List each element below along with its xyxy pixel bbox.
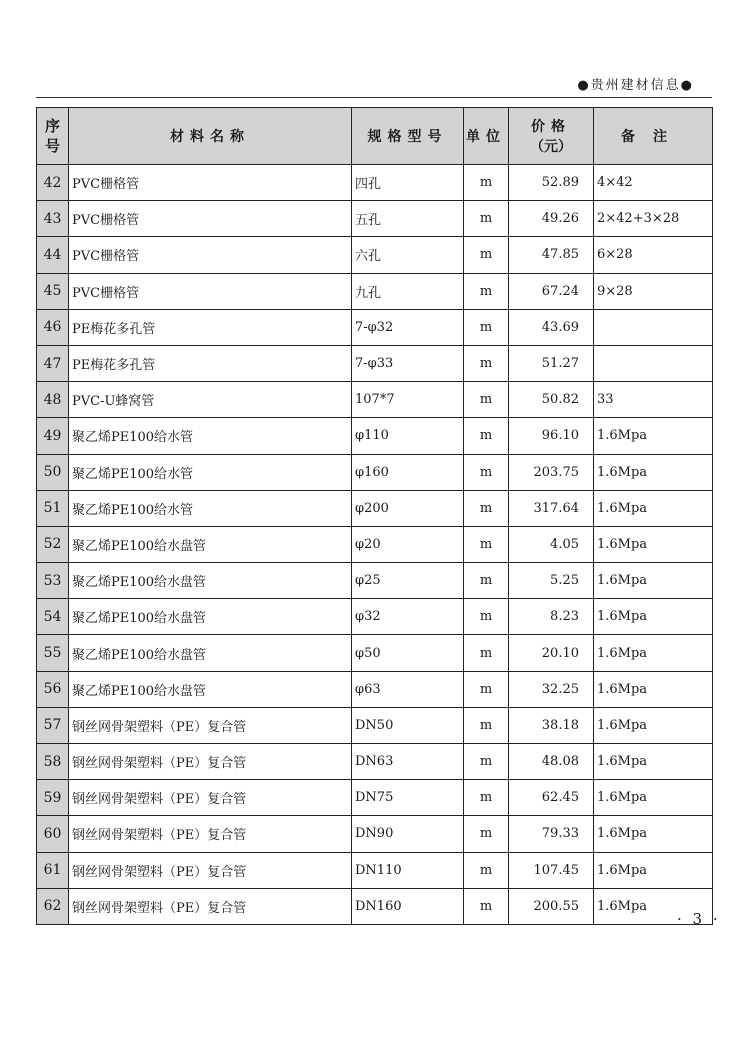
price-cell: 79.33 (509, 816, 594, 852)
row-index-cell: 55 (37, 635, 69, 671)
material-name-cell: 聚乙烯PE100给水盘管 (69, 635, 352, 671)
spec-model-cell: DN50 (352, 707, 464, 743)
material-name-cell: 聚乙烯PE100给水盘管 (69, 671, 352, 707)
unit-cell: m (464, 852, 509, 888)
note-cell: 4×42 (594, 165, 713, 201)
note-cell (594, 345, 713, 381)
material-name-cell: PE梅花多孔管 (69, 309, 352, 345)
spec-model-cell: φ160 (352, 454, 464, 490)
price-cell: 50.82 (509, 382, 594, 418)
row-index-cell: 42 (37, 165, 69, 201)
spec-model-cell: DN75 (352, 780, 464, 816)
table-header-row (37, 108, 713, 165)
row-index-cell: 47 (37, 345, 69, 381)
material-name-cell: 钢丝网骨架塑料（PE）复合管 (69, 816, 352, 852)
unit-cell: m (464, 780, 509, 816)
table-row (37, 345, 713, 381)
unit-cell: m (464, 345, 509, 381)
unit-cell: m (464, 309, 509, 345)
note-cell: 6×28 (594, 237, 713, 273)
price-cell: 32.25 (509, 671, 594, 707)
price-cell: 96.10 (509, 418, 594, 454)
material-name-cell: 聚乙烯PE100给水盘管 (69, 526, 352, 562)
table-row (37, 309, 713, 345)
table-row (37, 490, 713, 526)
row-index-cell: 46 (37, 309, 69, 345)
material-name-cell: PVC栅格管 (69, 237, 352, 273)
price-cell: 8.23 (509, 599, 594, 635)
spec-model-cell: 7-φ32 (352, 309, 464, 345)
price-table (36, 107, 713, 925)
price-cell: 203.75 (509, 454, 594, 490)
note-cell: 1.6Mpa (594, 671, 713, 707)
price-cell: 107.45 (509, 852, 594, 888)
note-cell: 1.6Mpa (594, 707, 713, 743)
spec-model-cell: DN160 (352, 888, 464, 924)
table-row (37, 418, 713, 454)
spec-model-cell: DN110 (352, 852, 464, 888)
note-cell: 1.6Mpa (594, 526, 713, 562)
table-row (37, 816, 713, 852)
material-name-cell: 聚乙烯PE100给水管 (69, 454, 352, 490)
price-cell: 5.25 (509, 563, 594, 599)
spec-model-cell: DN90 (352, 816, 464, 852)
header-divider (36, 97, 712, 98)
row-index-cell: 53 (37, 563, 69, 599)
col-header-index: 序号 (37, 108, 69, 165)
note-cell: 33 (594, 382, 713, 418)
col-header-unit: 单位 (464, 108, 509, 165)
table-row (37, 707, 713, 743)
table-row (37, 201, 713, 237)
spec-model-cell: φ110 (352, 418, 464, 454)
price-cell: 52.89 (509, 165, 594, 201)
note-cell: 1.6Mpa (594, 852, 713, 888)
note-cell: 1.6Mpa (594, 780, 713, 816)
row-index-cell: 50 (37, 454, 69, 490)
material-name-cell: PE梅花多孔管 (69, 345, 352, 381)
table-row (37, 599, 713, 635)
material-name-cell: PVC栅格管 (69, 201, 352, 237)
note-cell: 1.6Mpa (594, 635, 713, 671)
table-row (37, 744, 713, 780)
material-name-cell: 聚乙烯PE100给水管 (69, 418, 352, 454)
note-cell (594, 309, 713, 345)
table-row (37, 563, 713, 599)
row-index-cell: 43 (37, 201, 69, 237)
unit-cell: m (464, 671, 509, 707)
material-name-cell: 钢丝网骨架塑料（PE）复合管 (69, 852, 352, 888)
note-cell: 1.6Mpa (594, 563, 713, 599)
unit-cell: m (464, 165, 509, 201)
table-row (37, 273, 713, 309)
row-index-cell: 49 (37, 418, 69, 454)
unit-cell: m (464, 888, 509, 924)
material-name-cell: 钢丝网骨架塑料（PE）复合管 (69, 707, 352, 743)
table-row (37, 635, 713, 671)
spec-model-cell: 7-φ33 (352, 345, 464, 381)
note-cell: 2×42+3×28 (594, 201, 713, 237)
table-row (37, 526, 713, 562)
spec-model-cell: 九孔 (352, 273, 464, 309)
row-index-cell: 56 (37, 671, 69, 707)
note-cell: 1.6Mpa (594, 490, 713, 526)
unit-cell: m (464, 635, 509, 671)
note-cell: 9×28 (594, 273, 713, 309)
material-name-cell: PVC栅格管 (69, 165, 352, 201)
price-cell: 4.05 (509, 526, 594, 562)
row-index-cell: 45 (37, 273, 69, 309)
col-header-spec: 规格型号 (352, 108, 464, 165)
row-index-cell: 59 (37, 780, 69, 816)
row-index-cell: 44 (37, 237, 69, 273)
publication-header: ●贵州建材信息● (577, 78, 694, 93)
material-name-cell: 钢丝网骨架塑料（PE）复合管 (69, 780, 352, 816)
table-row (37, 454, 713, 490)
spec-model-cell: φ20 (352, 526, 464, 562)
price-label: 价格 (531, 119, 571, 135)
unit-cell: m (464, 454, 509, 490)
price-cell: 38.18 (509, 707, 594, 743)
material-name-cell: 钢丝网骨架塑料（PE）复合管 (69, 744, 352, 780)
note-cell: 1.6Mpa (594, 599, 713, 635)
price-cell: 51.27 (509, 345, 594, 381)
material-name-cell: PVC栅格管 (69, 273, 352, 309)
spec-model-cell: DN63 (352, 744, 464, 780)
page-number: · 3 · (677, 910, 721, 928)
row-index-cell: 58 (37, 744, 69, 780)
material-name-cell: 钢丝网骨架塑料（PE）复合管 (69, 888, 352, 924)
material-name-cell: 聚乙烯PE100给水盘管 (69, 599, 352, 635)
table-row (37, 382, 713, 418)
price-cell: 62.45 (509, 780, 594, 816)
note-cell: 1.6Mpa (594, 744, 713, 780)
price-unit-label: （元） (530, 139, 572, 155)
material-name-cell: 聚乙烯PE100给水盘管 (69, 563, 352, 599)
note-cell: 1.6Mpa (594, 888, 713, 924)
spec-model-cell: 五孔 (352, 201, 464, 237)
table-row (37, 888, 713, 924)
row-index-cell: 60 (37, 816, 69, 852)
spec-model-cell: 六孔 (352, 237, 464, 273)
table-body (37, 165, 713, 925)
price-cell: 47.85 (509, 237, 594, 273)
unit-cell: m (464, 563, 509, 599)
price-cell: 49.26 (509, 201, 594, 237)
unit-cell: m (464, 744, 509, 780)
unit-cell: m (464, 599, 509, 635)
unit-cell: m (464, 816, 509, 852)
unit-cell: m (464, 526, 509, 562)
unit-cell: m (464, 418, 509, 454)
table-row (37, 165, 713, 201)
price-cell: 200.55 (509, 888, 594, 924)
table-row (37, 237, 713, 273)
note-cell: 1.6Mpa (594, 454, 713, 490)
unit-cell: m (464, 273, 509, 309)
material-name-cell: PVC-U蜂窝管 (69, 382, 352, 418)
row-index-cell: 54 (37, 599, 69, 635)
col-header-note: 备注 (594, 108, 713, 165)
spec-model-cell: φ32 (352, 599, 464, 635)
unit-cell: m (464, 707, 509, 743)
row-index-cell: 52 (37, 526, 69, 562)
unit-cell: m (464, 201, 509, 237)
price-cell: 67.24 (509, 273, 594, 309)
col-header-name: 材料名称 (69, 108, 352, 165)
spec-model-cell: φ200 (352, 490, 464, 526)
spec-model-cell: 四孔 (352, 165, 464, 201)
spec-model-cell: φ50 (352, 635, 464, 671)
unit-cell: m (464, 382, 509, 418)
unit-cell: m (464, 237, 509, 273)
price-cell: 43.69 (509, 309, 594, 345)
table-row (37, 852, 713, 888)
spec-model-cell: 107*7 (352, 382, 464, 418)
spec-model-cell: φ63 (352, 671, 464, 707)
row-index-cell: 62 (37, 888, 69, 924)
table-row (37, 671, 713, 707)
material-name-cell: 聚乙烯PE100给水管 (69, 490, 352, 526)
table-row (37, 780, 713, 816)
col-header-price (509, 108, 594, 165)
price-cell: 20.10 (509, 635, 594, 671)
note-cell: 1.6Mpa (594, 816, 713, 852)
spec-model-cell: φ25 (352, 563, 464, 599)
price-cell: 48.08 (509, 744, 594, 780)
unit-cell: m (464, 490, 509, 526)
row-index-cell: 61 (37, 852, 69, 888)
row-index-cell: 48 (37, 382, 69, 418)
row-index-cell: 51 (37, 490, 69, 526)
row-index-cell: 57 (37, 707, 69, 743)
note-cell: 1.6Mpa (594, 418, 713, 454)
price-cell: 317.64 (509, 490, 594, 526)
